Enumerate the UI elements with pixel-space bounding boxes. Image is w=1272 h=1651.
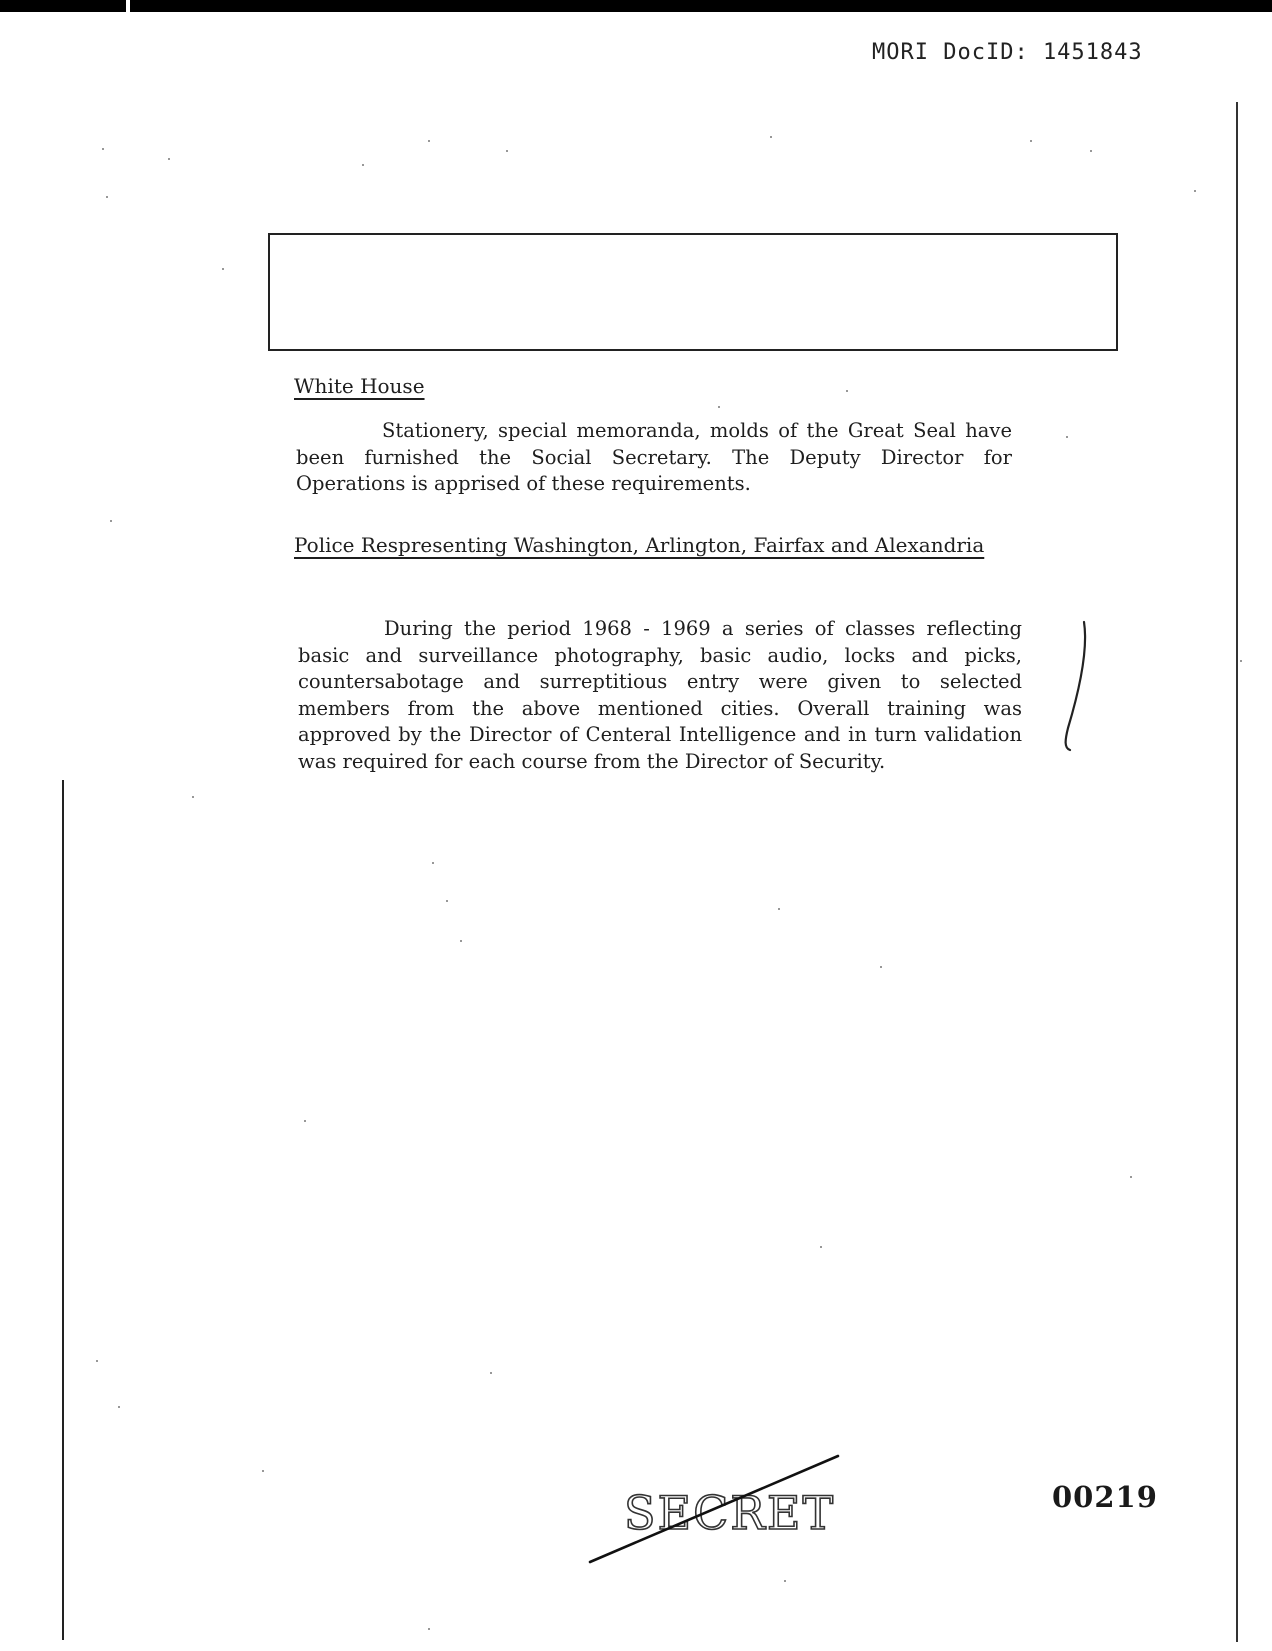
scan-speck: [106, 196, 108, 198]
scan-speck: [770, 136, 772, 138]
scan-speck: [1066, 436, 1068, 438]
scan-speck: [96, 1360, 98, 1362]
top-border-bar: [0, 0, 1272, 12]
stamp-strike-line: [586, 1450, 846, 1570]
scan-speck: [428, 140, 430, 142]
scan-speck: [362, 164, 364, 166]
redaction-box: [268, 233, 1118, 351]
scan-speck: [432, 862, 434, 864]
page-number: 00219: [1052, 1480, 1158, 1514]
section-body-white-house: Stationery, special memoranda, molds of the Great Seal have been furnished the Social Secretary. The Deputy Director for Operations is apprised of these requirements.: [296, 419, 1012, 495]
scan-speck: [460, 940, 462, 942]
scan-speck: [262, 1470, 264, 1472]
scan-speck: [1130, 1176, 1132, 1178]
section-body-police: During the period 1968 - 1969 a series of classes reflecting basic and surveillance photography, basic audio, locks and picks, countersabotage and surreptitious entry were given to selected members from the above mentioned cities. Overall training was approved by the Director of Centeral Intelligence and in turn validation was required for each course from the Director of Security.: [298, 617, 1022, 773]
scan-speck: [222, 268, 224, 270]
scan-speck: [168, 158, 170, 160]
scan-speck: [490, 1372, 492, 1374]
scan-speck: [1194, 190, 1196, 192]
scan-speck: [506, 150, 508, 152]
scan-speck: [102, 148, 104, 150]
scan-speck: [1030, 140, 1032, 142]
secret-stamp-text: SECRET: [624, 1486, 836, 1540]
doc-id: MORI DocID: 1451843: [872, 40, 1143, 65]
right-margin-rule: [1236, 102, 1238, 1642]
scan-speck: [110, 520, 112, 522]
scan-speck: [446, 900, 448, 902]
scan-speck: [118, 1406, 120, 1408]
scan-speck: [846, 390, 848, 392]
scan-speck: [428, 1628, 430, 1630]
left-margin-rule: [62, 780, 64, 1640]
secret-stamp: [586, 1450, 846, 1570]
scan-speck: [778, 908, 780, 910]
scan-speck: [820, 1246, 822, 1248]
scan-speck: [784, 1580, 786, 1582]
section-heading-police: Police Respresenting Washington, Arlington, Fairfax and Alexandria: [294, 533, 985, 557]
scan-speck: [718, 406, 720, 408]
margin-bracket-mark: [1054, 618, 1094, 758]
scan-speck: [880, 966, 882, 968]
scan-speck: [192, 796, 194, 798]
scan-speck: [1090, 150, 1092, 152]
section-heading-white-house: White House: [294, 374, 425, 398]
scan-speck: [1240, 660, 1242, 662]
scan-speck: [304, 1120, 306, 1122]
top-border-notch: [126, 0, 130, 12]
